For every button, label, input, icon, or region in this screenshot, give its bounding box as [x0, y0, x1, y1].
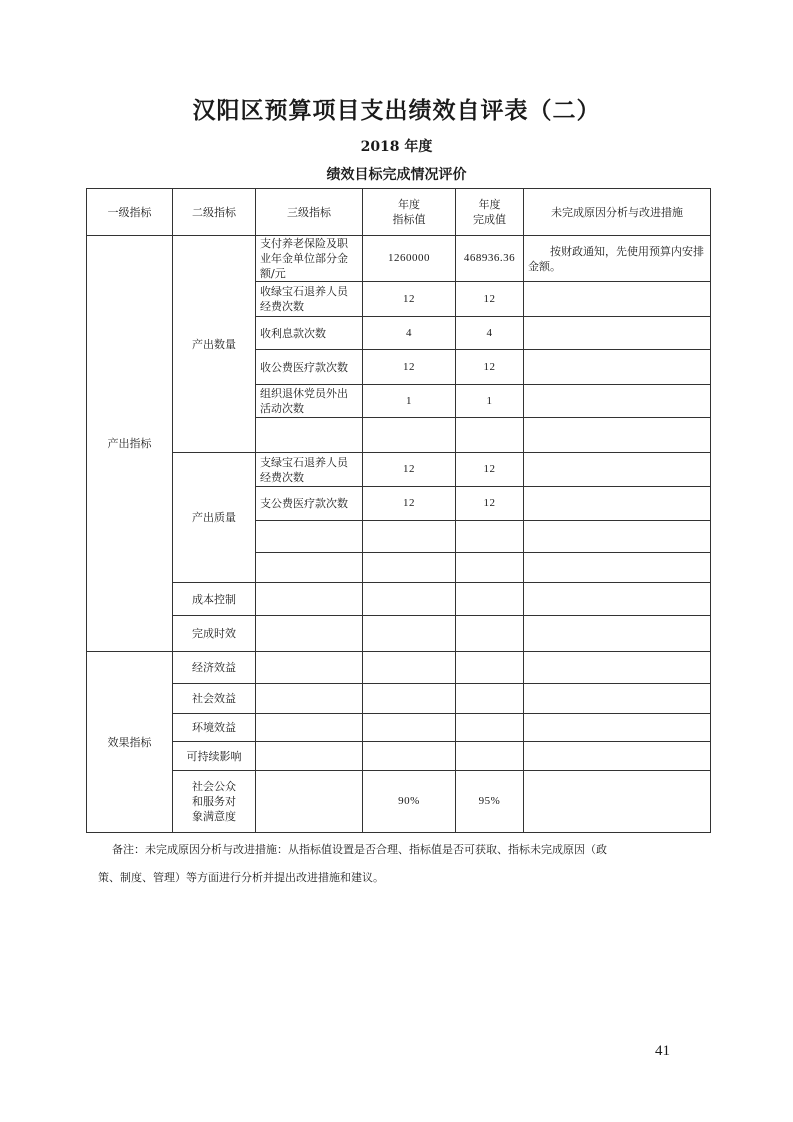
- target-cell: [363, 521, 456, 553]
- header-target-line1: 年度: [398, 198, 420, 211]
- target-cell: 90%: [363, 771, 456, 833]
- actual-cell: [456, 684, 524, 714]
- target-cell: 12: [363, 350, 456, 385]
- subgroup-timeliness-label: 完成时效: [173, 616, 256, 652]
- target-cell: [363, 616, 456, 652]
- actual-cell: [456, 583, 524, 616]
- target-cell: 12: [363, 282, 456, 317]
- analysis-cell: [524, 553, 711, 583]
- group-output-label: 产出指标: [87, 236, 173, 652]
- analysis-cell: [524, 684, 711, 714]
- indicator-cell: [256, 583, 363, 616]
- header-target: [363, 189, 456, 236]
- target-cell: 12: [363, 453, 456, 487]
- header-target-line2: 指标值: [392, 213, 426, 226]
- group-effect-label: 效果指标: [87, 652, 173, 833]
- indicator-cell: 收绿宝石退养人员经费次数: [256, 282, 363, 317]
- target-cell: [363, 714, 456, 742]
- target-cell: [363, 583, 456, 616]
- report-year: 2018 年度: [360, 139, 433, 155]
- table-row: [87, 453, 711, 487]
- analysis-cell: [524, 350, 711, 385]
- subgroup-quality-label: 产出质量: [173, 453, 256, 583]
- table-row: [87, 742, 711, 771]
- indicator-cell: 支绿宝石退养人员经费次数: [256, 453, 363, 487]
- indicator-cell: [256, 616, 363, 652]
- analysis-cell: [524, 418, 711, 453]
- indicator-cell: [256, 684, 363, 714]
- target-cell: [363, 418, 456, 453]
- actual-cell: 12: [456, 487, 524, 521]
- analysis-cell: [524, 487, 711, 521]
- section-subtitle: 绩效目标完成情况评价: [326, 167, 467, 183]
- target-cell: [363, 553, 456, 583]
- actual-cell: 468936.36: [456, 236, 524, 282]
- header-level1: 一级指标: [87, 189, 173, 236]
- analysis-cell: [524, 652, 711, 684]
- subgroup-cost-label: 成本控制: [173, 583, 256, 616]
- indicator-cell: [256, 521, 363, 553]
- indicator-cell: [256, 714, 363, 742]
- header-actual-line2: 完成值: [473, 213, 506, 226]
- table-row: [87, 652, 711, 684]
- analysis-cell: [524, 385, 711, 418]
- analysis-cell: [524, 453, 711, 487]
- header-level3: 三级指标: [256, 189, 363, 236]
- actual-cell: [456, 418, 524, 453]
- target-cell: [363, 742, 456, 771]
- header-analysis: 未完成原因分析与改进措施: [524, 189, 711, 236]
- page-title: 汉阳区预算项目支出绩效自评表（二）: [192, 97, 601, 124]
- subgroup-quantity-label: 产出数量: [173, 236, 256, 453]
- actual-cell: [456, 521, 524, 553]
- analysis-cell: [524, 742, 711, 771]
- actual-cell: 12: [456, 350, 524, 385]
- analysis-cell: [524, 771, 711, 833]
- indicator-cell: 收公费医疗款次数: [256, 350, 363, 385]
- analysis-cell: [524, 583, 711, 616]
- actual-cell: 12: [456, 453, 524, 487]
- header-level2: 二级指标: [173, 189, 256, 236]
- table-row: [87, 236, 711, 282]
- footnote-line-1: 备注：未完成原因分析与改进措施：从指标值设置是否合理、指标值是否可获取、指标未完成原因（政: [112, 843, 607, 856]
- effect-level2-cell: 可持续影响: [173, 742, 256, 771]
- actual-cell: [456, 553, 524, 583]
- effect-level2-cell: 社会效益: [173, 684, 256, 714]
- header-actual-line1: 年度: [478, 198, 501, 211]
- indicator-cell: 支公费医疗款次数: [256, 487, 363, 521]
- actual-cell: [456, 652, 524, 684]
- analysis-cell: [524, 317, 711, 350]
- header-actual: [456, 189, 524, 236]
- table-row: [87, 714, 711, 742]
- footnote: [98, 836, 682, 892]
- header-row: [87, 189, 711, 236]
- actual-cell: 95%: [456, 771, 524, 833]
- indicator-cell: 支付养老保险及职业年金单位部分金额/元: [256, 236, 363, 282]
- table-row: [87, 684, 711, 714]
- target-cell: 1: [363, 385, 456, 418]
- performance-table: [86, 188, 711, 833]
- target-cell: [363, 652, 456, 684]
- analysis-cell: [524, 714, 711, 742]
- indicator-cell: [256, 742, 363, 771]
- table-row: [87, 616, 711, 652]
- target-cell: 1260000: [363, 236, 456, 282]
- page-number: 41: [655, 1043, 670, 1059]
- effect-level2-cell: 社会公众和服务对象满意度: [173, 771, 256, 833]
- target-cell: [363, 684, 456, 714]
- actual-cell: [456, 714, 524, 742]
- footnote-line-2: 策、制度、管理）等方面进行分析并提出改进措施和建议。: [98, 871, 384, 884]
- analysis-cell: [524, 521, 711, 553]
- effect-level2-cell: 环境效益: [173, 714, 256, 742]
- indicator-cell: 收利息款次数: [256, 317, 363, 350]
- table-row: [87, 771, 711, 833]
- analysis-cell: 按财政通知，先使用预算内安排金额。: [524, 236, 711, 282]
- table-row: [87, 583, 711, 616]
- indicator-cell: [256, 418, 363, 453]
- indicator-cell: [256, 553, 363, 583]
- actual-cell: [456, 616, 524, 652]
- effect-level2-cell: 经济效益: [173, 652, 256, 684]
- actual-cell: [456, 742, 524, 771]
- analysis-cell: [524, 616, 711, 652]
- actual-cell: 12: [456, 282, 524, 317]
- target-cell: 12: [363, 487, 456, 521]
- target-cell: 4: [363, 317, 456, 350]
- indicator-cell: 组织退休党员外出活动次数: [256, 385, 363, 418]
- indicator-cell: [256, 652, 363, 684]
- analysis-cell: [524, 282, 711, 317]
- indicator-cell: [256, 771, 363, 833]
- actual-cell: 1: [456, 385, 524, 418]
- actual-cell: 4: [456, 317, 524, 350]
